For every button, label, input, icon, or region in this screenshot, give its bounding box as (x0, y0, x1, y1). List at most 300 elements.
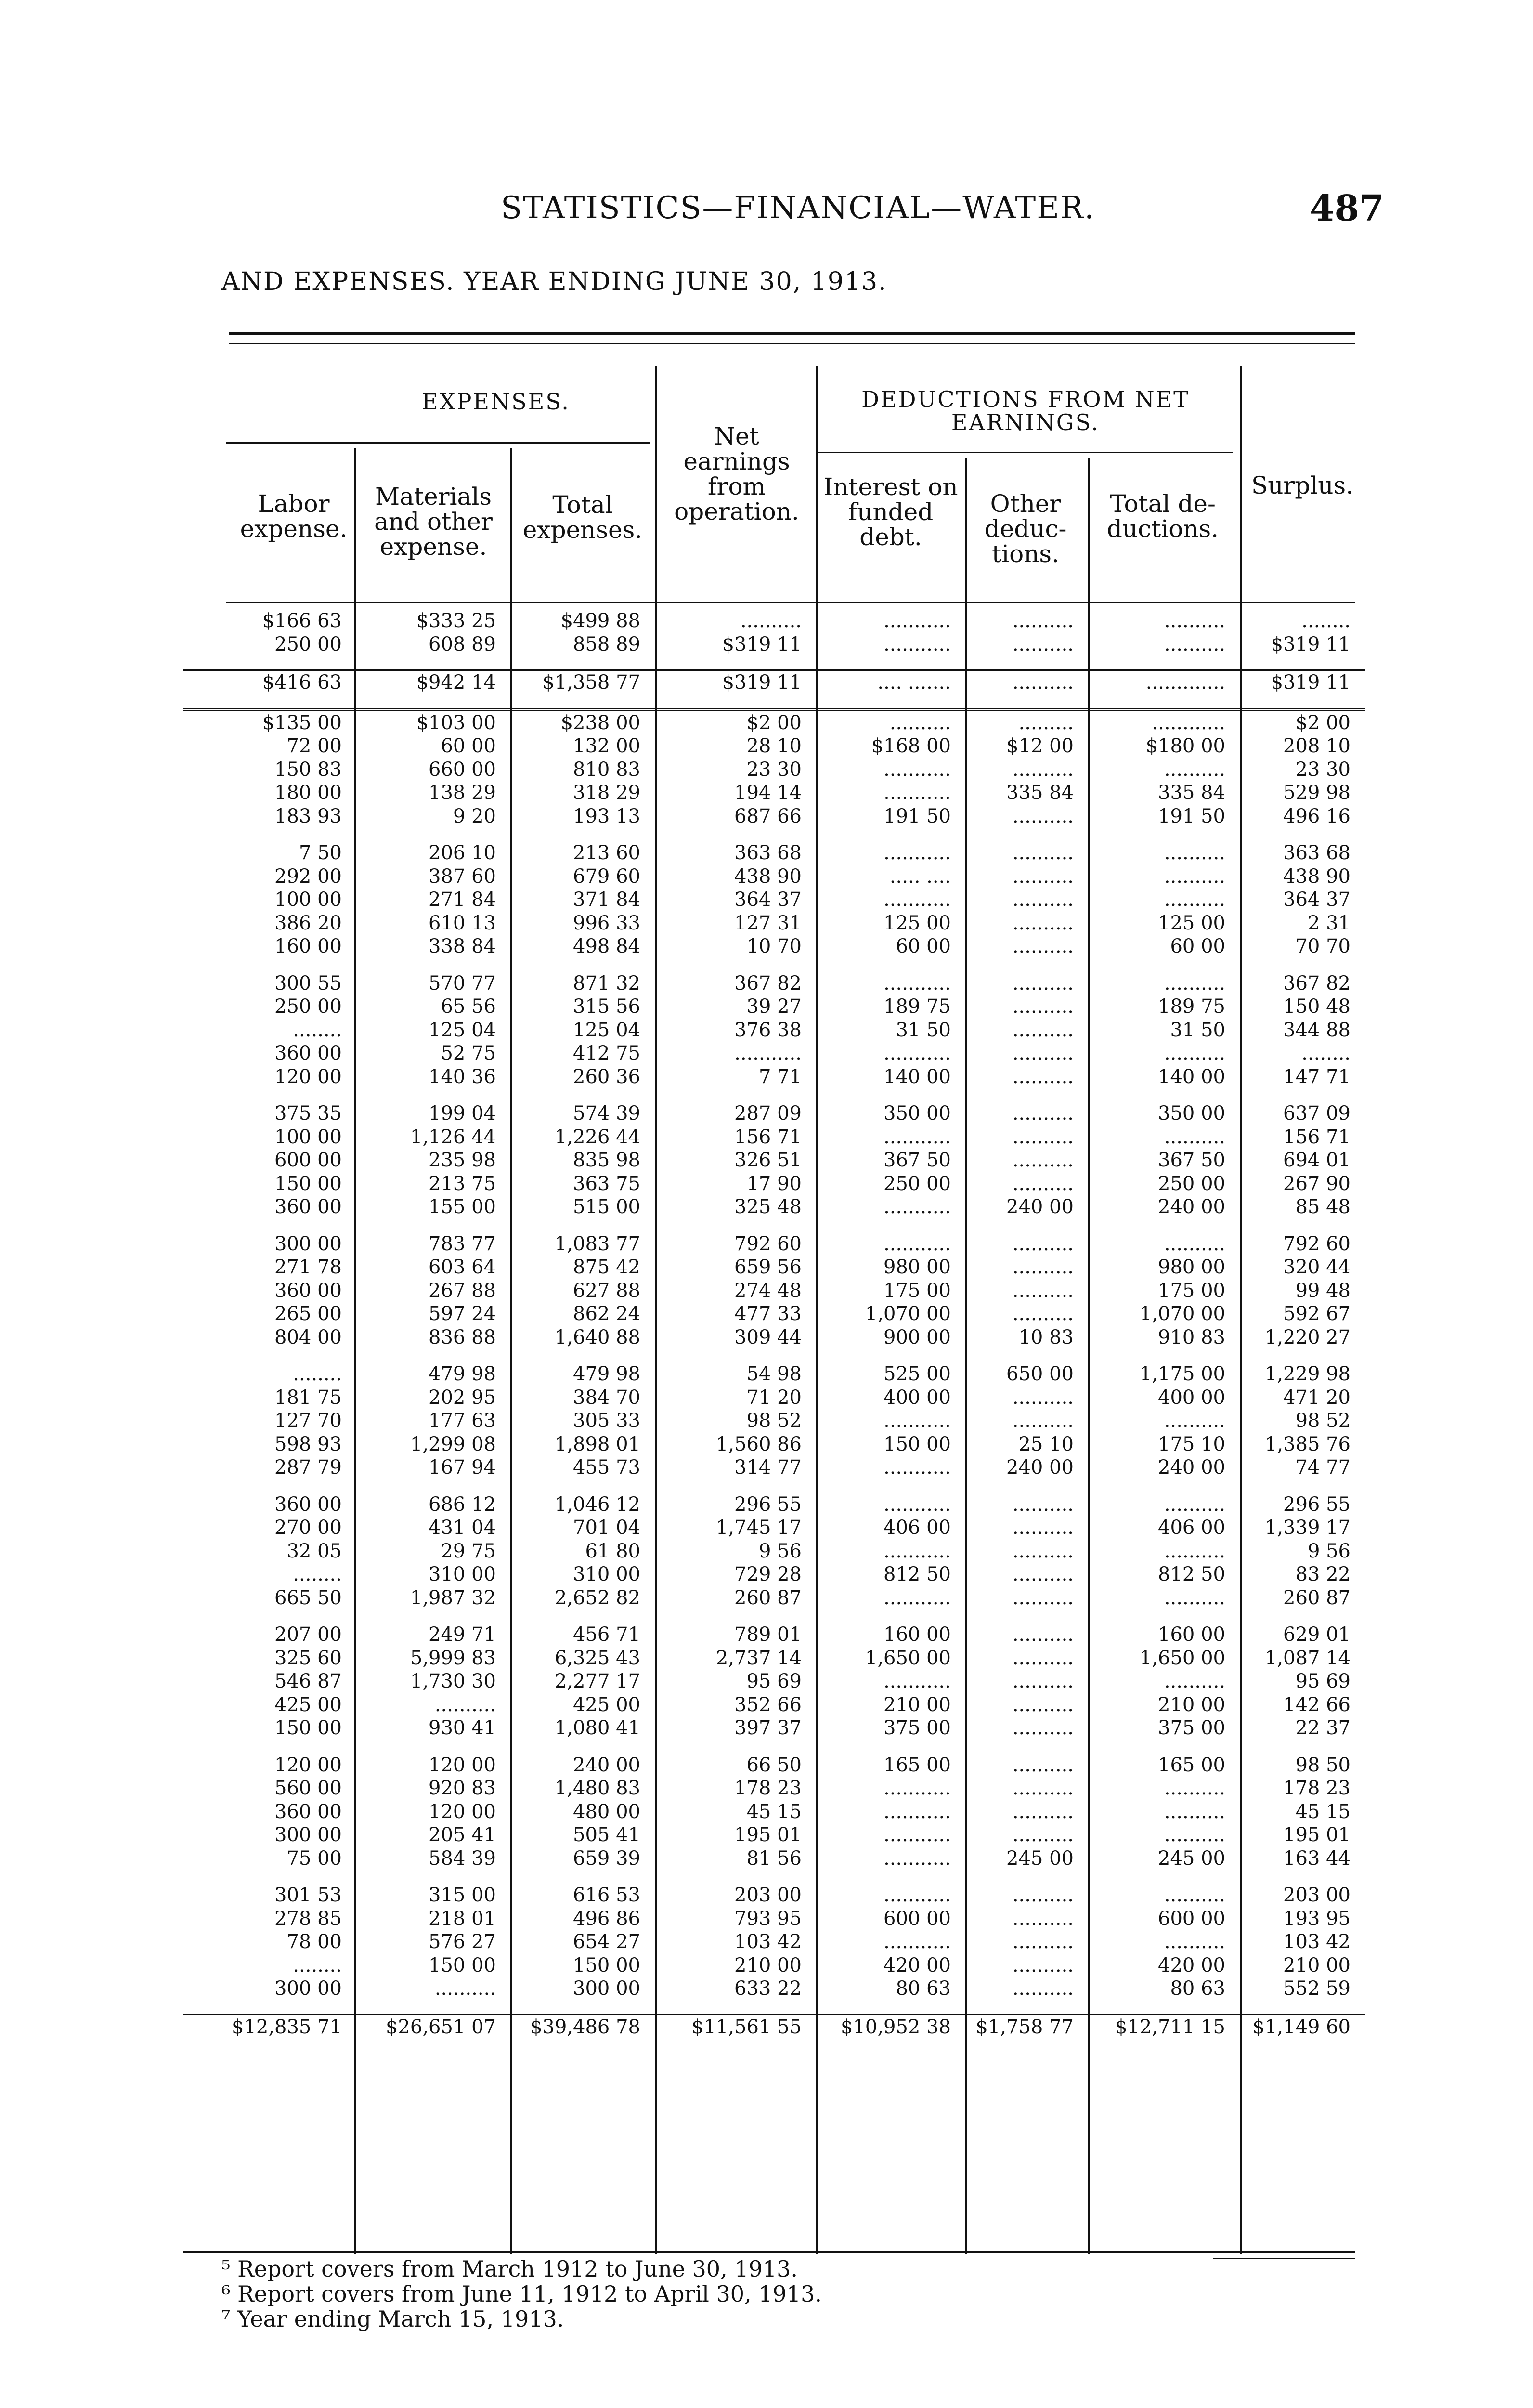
table-cell: .......... (1164, 1824, 1225, 1846)
table-cell: .......... (1164, 889, 1225, 911)
table-cell: 9 56 (758, 1540, 802, 1562)
table-cell: ............ (1152, 711, 1225, 734)
table-cell: 191 50 (1158, 805, 1225, 827)
table-cell: 471 20 (1283, 1386, 1351, 1409)
table-cell: $416 63 (262, 671, 342, 694)
table-row (183, 1516, 1365, 1540)
table-cell: 1,385 76 (1264, 1433, 1351, 1455)
table-cell: 812 50 (1158, 1563, 1225, 1586)
table-cell: .......... (1012, 842, 1074, 864)
table-cell: 400 00 (883, 1386, 951, 1409)
table-cell: 350 00 (883, 1102, 951, 1125)
table-cell: .......... (1012, 1647, 1074, 1669)
table-cell: ........... (883, 1042, 951, 1065)
table-cell: .... ....... (877, 671, 951, 694)
table-cell: 31 50 (1170, 1019, 1225, 1041)
table-cell: 456 71 (573, 1623, 640, 1646)
labor-expense-header: Labor expense. (240, 490, 348, 543)
table-cell: 240 00 (1158, 1196, 1225, 1218)
table-cell: 210 00 (734, 1954, 802, 1976)
table-cell: 318 29 (573, 782, 640, 804)
total-expenses-header: Total expenses. (522, 491, 643, 544)
table-cell: 99 48 (1295, 1279, 1351, 1302)
running-head: STATISTICS—FINANCIAL—WATER. (501, 190, 1095, 226)
table-cell: 206 10 (429, 842, 496, 864)
table-cell: 175 10 (1158, 1433, 1225, 1455)
table-cell: 54 98 (746, 1363, 802, 1386)
table-row (183, 1302, 1365, 1326)
table-cell: 140 00 (1158, 1065, 1225, 1088)
table-cell: $1,758 77 (975, 2015, 1074, 2038)
table-cell: 60 00 (1170, 935, 1225, 958)
table-rule-row (183, 656, 1365, 670)
table-row (183, 1647, 1365, 1670)
table-cell: 150 83 (274, 758, 342, 781)
table-cell: 23 30 (1295, 758, 1351, 781)
table-cell: 210 00 (883, 1693, 951, 1716)
table-cell: 127 70 (274, 1410, 342, 1432)
table-cell: 125 04 (429, 1019, 496, 1041)
table-cell: 2,737 14 (715, 1647, 802, 1669)
table-cell: 687 66 (734, 805, 802, 827)
table-cell: .......... (1164, 1493, 1225, 1516)
table-cell: 85 48 (1295, 1196, 1351, 1218)
table-cell: 783 77 (429, 1232, 496, 1255)
table-cell: .......... (1012, 1410, 1074, 1432)
table-cell: 650 00 (1006, 1363, 1074, 1386)
table-cell: 245 00 (1006, 1847, 1074, 1870)
table-cell: 425 00 (274, 1693, 342, 1716)
table-cell: 367 50 (883, 1149, 951, 1172)
table-cell: 406 00 (1158, 1517, 1225, 1539)
table-cell: $1,358 77 (542, 671, 640, 694)
table-cell: .......... (1012, 1042, 1074, 1065)
header-bottom-rule (226, 602, 1355, 603)
table-row (183, 734, 1365, 758)
table-cell: .......... (1164, 1042, 1225, 1065)
table-cell: 81 56 (746, 1847, 802, 1870)
total-deductions-header: Total de-ductions. (1106, 490, 1219, 543)
table-cell: 83 22 (1295, 1563, 1351, 1586)
table-cell: 245 00 (1158, 1847, 1225, 1870)
table-row (183, 805, 1365, 828)
table-row (183, 1279, 1365, 1303)
table-cell: ........ (293, 1363, 342, 1386)
deductions-group-rule (818, 452, 1233, 453)
table-row (183, 1362, 1365, 1386)
group-spacer (183, 1088, 1365, 1102)
table-cell: 195 01 (1283, 1824, 1351, 1846)
table-cell: .......... (1012, 1586, 1074, 1609)
table-cell: 120 00 (274, 1754, 342, 1776)
table-cell: 654 27 (573, 1931, 640, 1953)
deductions-group-header: DEDUCTIONS FROM NET EARNINGS. (861, 386, 1190, 435)
table-rule-row (183, 2001, 1365, 2015)
page-number: 487 (1310, 188, 1384, 229)
table-cell: 240 00 (573, 1754, 640, 1776)
table-row (183, 670, 1365, 694)
table-cell: 616 53 (573, 1884, 640, 1907)
table-cell: 180 00 (274, 782, 342, 804)
table-cell: ........ (293, 1954, 342, 1976)
table-cell: 597 24 (429, 1303, 496, 1325)
table-cell: 195 01 (734, 1824, 802, 1846)
table-cell: 29 75 (441, 1540, 496, 1562)
table-cell: $2 00 (1295, 711, 1351, 734)
table-cell: ............. (1145, 671, 1225, 694)
table-cell: 360 00 (274, 1279, 342, 1302)
table-cell: .......... (1012, 1693, 1074, 1716)
table-row (183, 995, 1365, 1019)
table-row (183, 1493, 1365, 1517)
table-cell: 300 55 (274, 972, 342, 995)
table-row (183, 1540, 1365, 1563)
table-cell: .......... (1012, 1670, 1074, 1693)
table-cell: 207 00 (274, 1623, 342, 1646)
table-cell: ........... (734, 1042, 802, 1065)
table-cell: 300 00 (274, 1977, 342, 2000)
table-cell: $319 11 (1271, 633, 1351, 655)
financial-table (183, 609, 1365, 2039)
table-cell: ........... (883, 782, 951, 804)
table-cell: 496 86 (573, 1907, 640, 1930)
table-cell: 235 98 (429, 1149, 496, 1172)
table-cell: 360 00 (274, 1196, 342, 1218)
table-cell: $1,149 60 (1252, 2015, 1351, 2038)
table-cell: 74 77 (1295, 1456, 1351, 1479)
table-cell: 367 82 (1283, 972, 1351, 995)
table-cell: 858 89 (573, 633, 640, 655)
table-row (183, 1930, 1365, 1954)
table-cell: .......... (434, 1693, 496, 1716)
table-cell: 65 56 (441, 995, 496, 1018)
table-row (183, 1042, 1365, 1065)
table-cell: 400 00 (1158, 1386, 1225, 1409)
table-cell: .......... (1012, 1303, 1074, 1325)
table-cell: 1,987 32 (410, 1586, 496, 1609)
table-row (183, 1823, 1365, 1847)
table-cell: $39,486 78 (530, 2015, 640, 2038)
table-cell: 325 48 (734, 1196, 802, 1218)
table-cell: 367 82 (734, 972, 802, 995)
table-cell: 367 50 (1158, 1149, 1225, 1172)
table-cell: 267 88 (429, 1279, 496, 1302)
table-cell: .......... (740, 610, 802, 632)
table-cell: ........... (883, 972, 951, 995)
table-cell: 260 36 (573, 1065, 640, 1088)
table-row (183, 1102, 1365, 1125)
table-cell: 205 41 (429, 1824, 496, 1846)
bottom-rule (183, 2251, 1355, 2253)
table-cell: 431 04 (429, 1517, 496, 1539)
table-cell: $319 11 (1271, 671, 1351, 694)
table-cell: 810 83 (573, 758, 640, 781)
table-cell: 637 09 (1283, 1102, 1351, 1125)
table-cell: 600 00 (1158, 1907, 1225, 1930)
table-cell: 325 60 (274, 1647, 342, 1669)
footnote-7: ⁷ Year ending March 15, 1913. (221, 2306, 564, 2332)
table-cell: 260 87 (1283, 1586, 1351, 1609)
table-row (183, 1563, 1365, 1586)
table-cell: 603 64 (429, 1256, 496, 1279)
table-cell: ..... .... (889, 865, 951, 888)
table-cell: 570 77 (429, 972, 496, 995)
table-cell: 250 00 (274, 633, 342, 655)
table-cell: 175 00 (1158, 1279, 1225, 1302)
table-cell: .......... (1164, 865, 1225, 888)
table-cell: ........... (883, 1884, 951, 1907)
table-row (183, 1149, 1365, 1172)
table-cell: 660 00 (429, 758, 496, 781)
table-cell: 1,650 00 (865, 1647, 951, 1669)
table-cell: 100 00 (274, 1125, 342, 1148)
table-cell: 75 00 (286, 1847, 342, 1870)
table-cell: .......... (1012, 1884, 1074, 1907)
group-spacer (183, 958, 1365, 972)
table-cell: .......... (1012, 610, 1074, 632)
table-cell: .......... (1164, 842, 1225, 864)
table-cell: ........... (883, 1232, 951, 1255)
table-cell: 600 00 (883, 1907, 951, 1930)
table-cell: 1,299 08 (410, 1433, 496, 1455)
table-cell: 203 00 (734, 1884, 802, 1907)
table-cell: $333 25 (416, 610, 496, 632)
table-cell: 1,175 00 (1139, 1363, 1225, 1386)
table-cell: .......... (1164, 758, 1225, 781)
table-row (183, 1716, 1365, 1740)
table-cell: 274 48 (734, 1279, 802, 1302)
table-cell: .......... (1012, 1125, 1074, 1148)
table-cell: 150 48 (1283, 995, 1351, 1018)
table-cell: 71 20 (746, 1386, 802, 1409)
table-cell: 5,999 83 (410, 1647, 496, 1669)
table-cell: ........... (883, 1493, 951, 1516)
table-cell: 175 00 (883, 1279, 951, 1302)
table-cell: 310 00 (429, 1563, 496, 1586)
table-cell: 52 75 (441, 1042, 496, 1065)
group-spacer (183, 1740, 1365, 1754)
table-cell: 194 14 (734, 782, 802, 804)
table-cell: 125 04 (573, 1019, 640, 1041)
group-spacer (183, 828, 1365, 841)
table-cell: 659 39 (573, 1847, 640, 1870)
table-cell: 836 88 (429, 1326, 496, 1348)
table-cell: 812 50 (883, 1563, 951, 1586)
group-spacer (183, 1219, 1365, 1232)
table-cell: 60 00 (896, 935, 951, 958)
table-cell: ........ (293, 1563, 342, 1586)
table-cell: .......... (1012, 1954, 1074, 1976)
table-cell: 210 00 (1283, 1954, 1351, 1976)
table-cell: 2,277 17 (554, 1670, 640, 1693)
table-cell: 142 66 (1283, 1693, 1351, 1716)
table-cell: 363 68 (734, 842, 802, 864)
table-cell: 679 60 (573, 865, 640, 888)
table-cell: 387 60 (429, 865, 496, 888)
table-cell: 292 00 (274, 865, 342, 888)
table-cell: 60 00 (441, 735, 496, 758)
table-row (183, 781, 1365, 805)
table-cell: 178 23 (734, 1777, 802, 1800)
table-cell: 203 00 (1283, 1884, 1351, 1907)
table-cell: 140 00 (883, 1065, 951, 1088)
table-cell: 376 38 (734, 1019, 802, 1041)
table-cell: 320 44 (1283, 1256, 1351, 1279)
table-cell: 287 09 (734, 1102, 802, 1125)
table-cell: 360 00 (274, 1493, 342, 1516)
table-row (183, 709, 1365, 734)
table-cell: 375 00 (883, 1717, 951, 1740)
table-cell: 479 98 (429, 1363, 496, 1386)
table-row (183, 1326, 1365, 1349)
table-cell: 515 00 (573, 1196, 640, 1218)
table-cell: .......... (1164, 1670, 1225, 1693)
table-cell: 363 75 (573, 1172, 640, 1195)
table-cell: 160 00 (1158, 1623, 1225, 1646)
table-cell: 627 88 (573, 1279, 640, 1302)
table-cell: 193 13 (573, 805, 640, 827)
table-cell: 900 00 (883, 1326, 951, 1348)
table-row (183, 1800, 1365, 1824)
table-row (183, 1195, 1365, 1219)
table-cell: ........... (883, 1931, 951, 1953)
table-cell: 127 31 (734, 912, 802, 934)
table-cell: 375 00 (1158, 1717, 1225, 1740)
table-cell: 120 00 (274, 1065, 342, 1088)
table-cell: 1,745 17 (715, 1517, 802, 1539)
table-cell: 265 00 (274, 1303, 342, 1325)
table-cell: $10,952 38 (840, 2015, 951, 2038)
table-cell: .......... (1164, 633, 1225, 655)
table-cell: 178 23 (1283, 1777, 1351, 1800)
table-cell: 1,898 01 (554, 1433, 640, 1455)
table-cell: .......... (1012, 1977, 1074, 2000)
table-cell: 315 00 (429, 1884, 496, 1907)
table-cell: 300 00 (573, 1977, 640, 2000)
table-row (183, 1954, 1365, 1977)
table-cell: 576 27 (429, 1931, 496, 1953)
table-cell: 103 42 (734, 1931, 802, 1953)
table-cell: .......... (1012, 935, 1074, 958)
table-row (183, 633, 1365, 656)
table-cell: 167 94 (429, 1456, 496, 1479)
table-cell: .......... (1012, 1149, 1074, 1172)
table-cell: 789 01 (734, 1623, 802, 1646)
table-cell: ........ (1301, 610, 1351, 632)
table-cell: 189 75 (883, 995, 951, 1018)
table-cell: 9 20 (453, 805, 496, 827)
table-cell: .......... (889, 711, 951, 734)
table-cell: 412 75 (573, 1042, 640, 1065)
table-cell: 480 00 (573, 1800, 640, 1823)
table-cell: 310 00 (573, 1563, 640, 1586)
table-cell: 406 00 (883, 1517, 951, 1539)
table-cell: 78 00 (286, 1931, 342, 1953)
table-cell: ........... (883, 1456, 951, 1479)
table-cell: .......... (1012, 1256, 1074, 1279)
table-row (183, 1977, 1365, 2001)
table-cell: 120 00 (429, 1754, 496, 1776)
table-cell: .......... (1164, 1410, 1225, 1432)
table-cell: 156 71 (1283, 1125, 1351, 1148)
table-cell: 477 33 (734, 1303, 802, 1325)
table-cell: 28 10 (746, 735, 802, 758)
table-cell: 7 50 (299, 842, 342, 864)
table-cell: 95 69 (1295, 1670, 1351, 1693)
top-rule-thin (229, 343, 1355, 344)
table-cell: 165 00 (1158, 1754, 1225, 1776)
group-spacer (183, 1349, 1365, 1362)
table-cell: 22 37 (1295, 1717, 1351, 1740)
table-cell: 10 83 (1018, 1326, 1074, 1348)
table-cell: .......... (1012, 1232, 1074, 1255)
table-cell: 98 52 (746, 1410, 802, 1432)
table-cell: 155 00 (429, 1196, 496, 1218)
footnote-5: ⁵ Report covers from March 1912 to June 30, 1913. (221, 2256, 798, 2282)
table-subtitle: AND EXPENSES. YEAR ENDING JUNE 30, 1913. (221, 267, 887, 296)
table-cell: 17 90 (746, 1172, 802, 1195)
table-cell: 1,126 44 (410, 1125, 496, 1148)
table-cell: .......... (1164, 972, 1225, 995)
table-cell: 871 32 (573, 972, 640, 995)
table-cell: 218 01 (429, 1907, 496, 1930)
table-cell: 344 88 (1283, 1019, 1351, 1041)
table-cell: 496 16 (1283, 805, 1351, 827)
table-cell: 592 67 (1283, 1303, 1351, 1325)
table-cell: 309 44 (734, 1326, 802, 1348)
table-cell: 202 95 (429, 1386, 496, 1409)
table-cell: .......... (1012, 1754, 1074, 1776)
table-cell: 315 56 (573, 995, 640, 1018)
table-cell: .......... (1012, 1493, 1074, 1516)
table-cell: 598 93 (274, 1433, 342, 1455)
table-cell: 31 50 (896, 1019, 951, 1041)
table-cell: 125 00 (883, 912, 951, 934)
table-row (183, 1777, 1365, 1800)
table-cell: .......... (1164, 1232, 1225, 1255)
table-cell: 350 00 (1158, 1102, 1225, 1125)
footnotes (221, 2256, 822, 2331)
table-cell: 45 15 (746, 1800, 802, 1823)
table-row (183, 1065, 1365, 1089)
total-row (183, 2015, 1365, 2039)
table-row (183, 1623, 1365, 1647)
table-cell: 686 12 (429, 1493, 496, 1516)
table-cell: .......... (1012, 1563, 1074, 1586)
table-cell: 364 37 (734, 889, 802, 911)
table-cell: .......... (1012, 889, 1074, 911)
table-cell: $499 88 (560, 610, 640, 632)
table-cell: .......... (1164, 1586, 1225, 1609)
table-cell: 525 00 (883, 1363, 951, 1386)
table-cell: 2 31 (1307, 912, 1351, 934)
table-cell: ........... (883, 1670, 951, 1693)
table-cell: 1,087 14 (1264, 1647, 1351, 1669)
table-cell: 6,325 43 (554, 1647, 640, 1669)
table-cell: $12 00 (1006, 735, 1074, 758)
table-cell: 610 13 (429, 912, 496, 934)
table-cell: 980 00 (1158, 1256, 1225, 1279)
table-cell: 208 10 (1283, 735, 1351, 758)
table-row (183, 1586, 1365, 1610)
table-cell: .......... (1164, 610, 1225, 632)
table-cell: 160 00 (274, 935, 342, 958)
table-cell: 804 00 (274, 1326, 342, 1348)
table-cell: 210 00 (1158, 1693, 1225, 1716)
table-cell: .......... (1012, 805, 1074, 827)
table-row (183, 1125, 1365, 1149)
table-cell: 189 75 (1158, 995, 1225, 1018)
